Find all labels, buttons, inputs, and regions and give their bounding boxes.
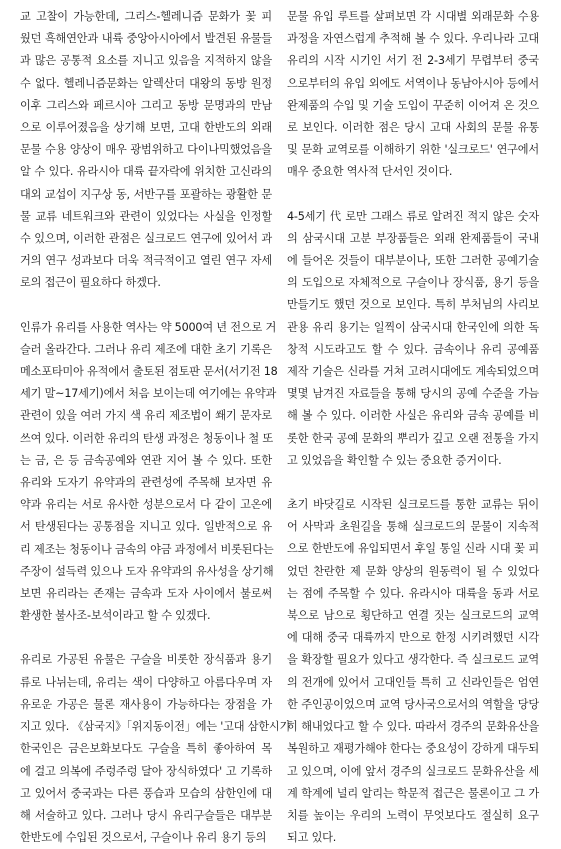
text-line: 교 고찰이 가능한데, 그리스-헬레니즘 문화가 꽃 피	[20, 10, 272, 23]
text-line: 만들기도 했던 것으로 보인다. 특히 부처님의 사리보	[287, 298, 539, 312]
text-line: 는 점에 주목할 수 있다. 유라시아 대륙을 동과 서로	[287, 586, 539, 600]
text-line: 거의 연구 성과보다 더욱 적극적이고 열린 연구 자세	[20, 254, 272, 268]
text-line: 문물 유입 루트를 살펴보면 각 시대별 외래문화 수용	[287, 10, 539, 23]
text-line: 에 걸고 의복에 주렁주렁 달아 장식하였다' 고 기록하	[20, 764, 272, 778]
text-line: 약과 유리는 서로 유사한 성분으로서 다 같이 고온에	[20, 498, 272, 512]
text-line: 으로 이루어졌음을 상기해 보면, 고대 한반도의 외래	[20, 121, 272, 135]
text-line: 한반도에 수입된 것으로서, 구슬이나 유리 용기 등의	[20, 831, 267, 845]
text-line: 어 사막과 초원길을 통해 실크로드의 문물이 지속적	[287, 520, 539, 534]
text-line: 한국인은 금은보화보다도 구슬을 특히 좋아하여 목	[20, 742, 272, 756]
text-line: 북으로 남으로 횡단하고 연결 짓는 실크로드의 교역	[287, 609, 539, 623]
text-line: 에 들어온 것들이 대부분이나, 또한 그러한 공예기술	[287, 254, 539, 268]
text-line: 의 삼국시대 고분 부장품들은 외래 완제품들이 국내	[287, 231, 539, 245]
text-line: 유로운 가공은 물론 재사용이 가능하다는 장점을 가	[20, 697, 272, 711]
text-line: 과 많은 공통적 요소를 지니고 있음을 지적하지 않을	[20, 54, 272, 68]
text-line: 주장이 설득력 있으나 도자 유약과의 유사성을 상기해	[20, 564, 274, 578]
text-line: 웠던 흑해연안과 내륙 중앙아시아에서 발견된 유물들	[20, 32, 272, 46]
text-line: 을 확장할 필요가 있다고 생각한다. 즉 실크로드 교역	[287, 653, 539, 667]
text-line: 과정을 자연스럽게 추적해 볼 수 있다. 우리나라 고대	[287, 32, 539, 46]
right-column	[287, 6, 539, 849]
paragraph	[287, 206, 539, 472]
text-line: 복원하고 재평가해야 한다는 중요성이 강하게 대두되	[287, 742, 539, 756]
text-line: 고 있어서 중국과는 다른 풍습과 모습의 삼한인에 대	[20, 786, 272, 800]
text-line: 롯한 한국 공예 문화의 뿌리가 깊고 오랜 전통을 가지	[287, 431, 539, 445]
text-line: 대외 교섭이 지구상 동, 서반구를 포괄하는 광활한 문	[20, 187, 272, 201]
paragraph	[20, 6, 272, 295]
text-line: 해 서술하고 있다. 그러나 당시 유리구슬들은 대부분	[20, 808, 272, 822]
text-line: 계 학계에 널리 알리는 학문적 접근은 물론이고 그 가	[287, 786, 539, 800]
text-line: 창적 시도라고도 할 수 있다. 금속이나 유리 공예품	[287, 342, 539, 356]
text-line: 제작 기술은 신라를 거쳐 고려시대에도 계속되었으며	[287, 365, 539, 379]
text-line: 되고 있다.	[287, 831, 337, 845]
text-line: 유리와 도자기 유약과의 관련성에 주목해 보자면 유	[20, 476, 272, 490]
text-line: 에 대해 중국 대륙까지 만으로 한정 시키려했던 시각	[287, 631, 539, 645]
text-line: 관련이 있을 여러 가지 색 유리 제조법이 쐐기 문자로	[20, 409, 272, 423]
text-line: 쓰여 있다. 이러한 유리의 탄생 과정은 청동이나 철 또	[20, 431, 273, 445]
text-line: 관용 유리 용기는 일찍이 삼국시대 한국인에 의한 독	[287, 320, 539, 334]
text-line: 유리로 가공된 유물은 구슬을 비롯한 장식품과 용기	[20, 653, 272, 667]
text-line: 의 전개에 있어서 고대인들 특히 고 신라인들은 엄연	[287, 675, 539, 689]
text-line: 는 금, 은 등 금속공예와 연관 지어 볼 수 있다. 또한	[20, 453, 272, 467]
text-line: 고 있으며, 이에 앞서 경주의 실크로드 문화유산을 세	[287, 764, 539, 778]
text-line: 었던 찬란한 제 문화 양상의 원동력이 될 수 있었다	[287, 564, 539, 578]
text-line: 한 주인공이었으며 교역 당사국으로서의 역할을 당당	[287, 697, 539, 711]
paragraph	[20, 649, 291, 849]
text-line: 고 있었음을 확인할 수 있는 중요한 증거이다.	[287, 453, 502, 467]
left-column	[20, 6, 291, 849]
text-line: 초기 바닷길로 시작된 실크로드를 통한 교류는 뒤이	[287, 498, 539, 512]
text-line: 리 제조는 청동이나 금속의 야금 과정에서 비롯된다는	[20, 542, 274, 556]
paragraph	[287, 494, 539, 849]
text-line: 서 탄생된다는 공통점을 지니고 있다. 일반적으로 유	[20, 520, 272, 534]
text-line: 완제품의 수입 및 기술 도입이 꾸준히 이어져 온 것으	[287, 98, 539, 112]
text-line: 이후 그리스와 페르시아 그리고 동방 문명과의 만남	[20, 98, 272, 112]
text-line: 4-5세기 代 로만 그래스 류로 알려진 적지 않은 숫자	[287, 209, 539, 223]
text-line: 보면 유리라는 존재는 금속과 도자 사이에서 불로써	[20, 587, 272, 601]
text-line: 로 보인다. 이러한 점은 당시 고대 사회의 문물 유통	[287, 121, 539, 135]
text-line: 매우 중요한 역사적 단서인 것이다.	[287, 165, 453, 179]
text-line: 수 있으며, 이러한 관점은 실크로드 연구에 있어서 과	[20, 232, 272, 246]
text-line: 문물 수용 양상이 매우 광범위하고 다이나믹했었음을	[20, 143, 272, 157]
paragraph	[287, 6, 539, 184]
text-line: 슬러 올라간다. 그러나 유리 제조에 대한 초기 기록은	[20, 342, 272, 356]
text-line: 몇몇 남겨진 자료들을 통해 당시의 공예 수준을 가늠	[287, 387, 539, 401]
text-line: 의 도입으로 자체적으로 구슬이나 장식품, 용기 등을	[287, 276, 539, 290]
text-line: 및 문화 교역로를 이해하기 위한 '실크로드' 연구에서	[287, 143, 539, 157]
text-line: 으로 한반도에 유입되면서 후일 통일 신라 시대 꽃 피	[287, 542, 539, 556]
text-line: 인류가 유리를 사용한 역사는 약 5000여 년 전으로 거	[20, 320, 277, 334]
text-line: 류로 나뉘는데, 유리는 색이 다양하고 아름다우며 자	[20, 675, 272, 689]
text-line: 수 없다. 헬레니즘문화는 알렉산더 대왕의 동방 원정	[20, 76, 272, 90]
text-line: 해 볼 수 있다. 이러한 사실은 유리와 금속 공예를 비	[287, 409, 539, 423]
text-line: 치를 높이는 우리의 노력이 무엇보다도 절실히 요구	[287, 808, 539, 822]
text-line: 히 해내었다고 할 수 있다. 따라서 경주의 문화유산을	[287, 720, 539, 734]
paragraph	[20, 317, 278, 628]
text-line: 세기 말~17세기)에서 처음 보이는데 여기에는 유약과	[20, 387, 277, 401]
text-line: 환생한 불사조-보석이라고 할 수 있겠다.	[20, 609, 211, 623]
text-line: 유리의 시작 시기인 서기 전 2-3세기 무렵부터 중국	[287, 54, 539, 68]
text-line: 로의 접근이 필요하다 하겠다.	[20, 276, 161, 290]
text-line: 물 교류 네트워크와 관련이 있었다는 사실을 인정할	[20, 209, 272, 223]
text-line: 메소포타미아 유적에서 출토된 점토판 문서(서기전 18	[20, 365, 278, 379]
text-line: 알 수 있다. 유라시아 대륙 끝자락에 위치한 고신라의	[20, 165, 272, 179]
text-line: 지고 있다. 《삼국지》「위지동이전」에는 '고대 삼한시기	[20, 720, 291, 734]
text-line: 으로부터의 유입 외에도 서역이나 동남아시아 등에서	[287, 76, 539, 90]
